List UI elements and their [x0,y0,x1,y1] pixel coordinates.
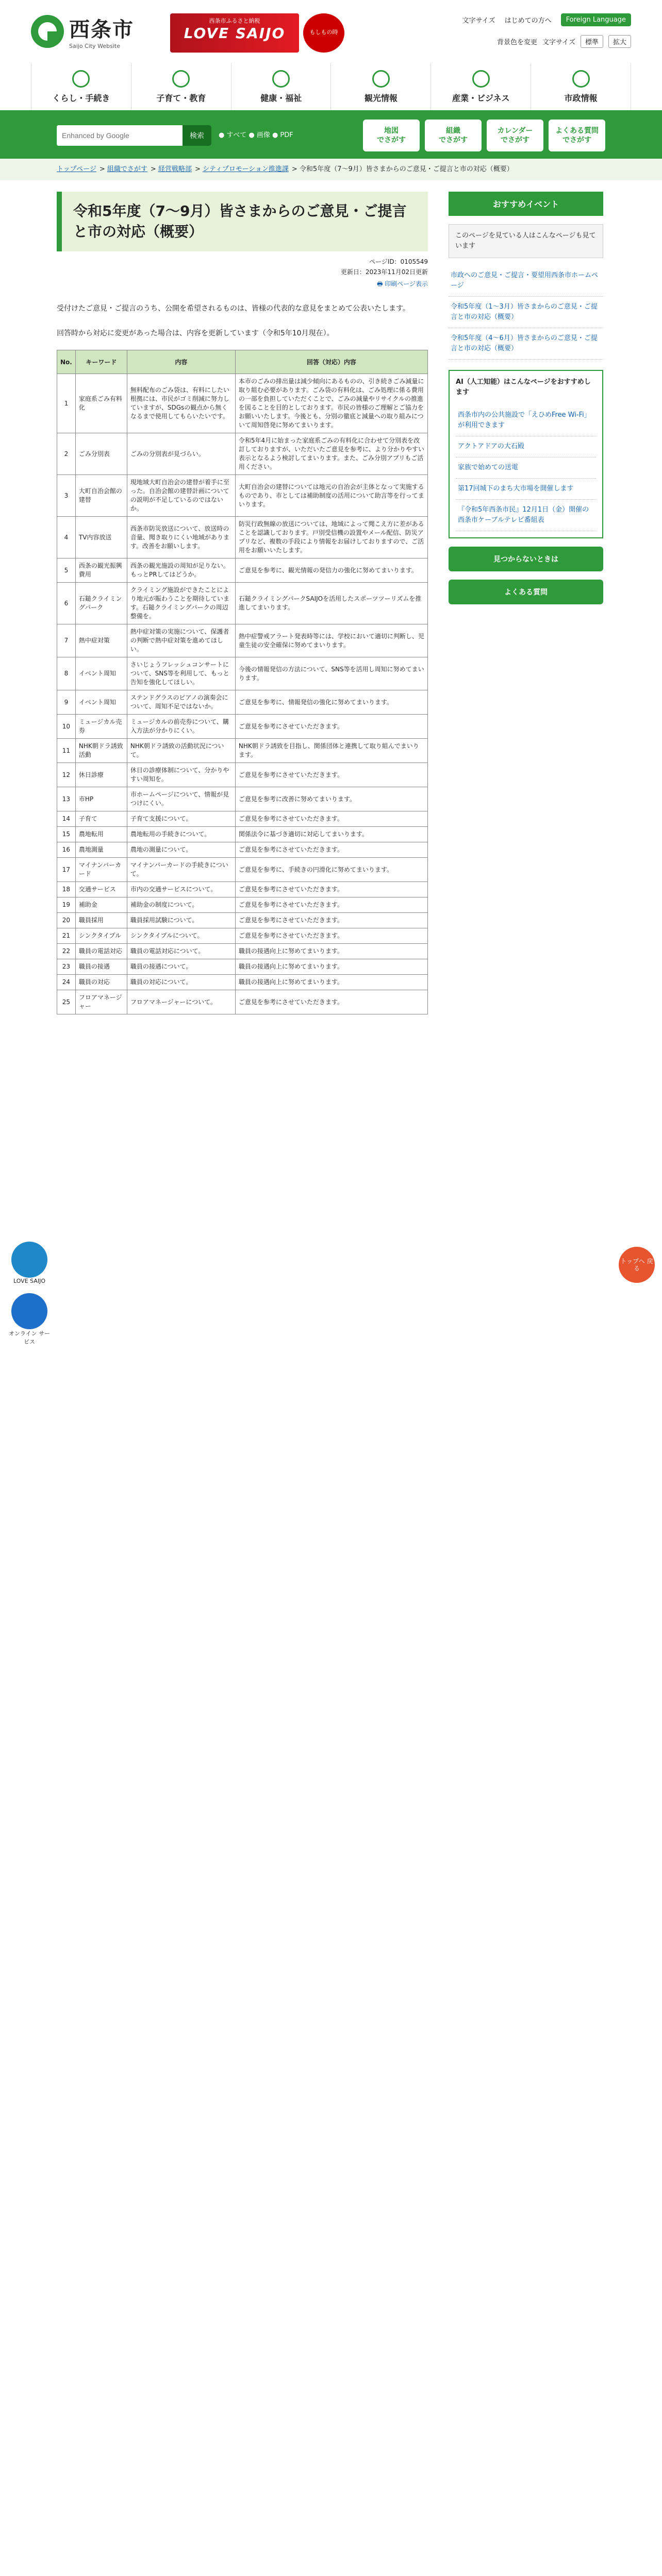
banner-big: LOVE SAIJO [184,25,286,42]
cityhall-icon [572,70,590,88]
table-cell: 西条の観光振興費用 [75,558,127,583]
table-cell: 職員の接遇について。 [127,959,235,975]
table-cell: 職員の接遇向上に努めてまいります。 [235,944,427,959]
table-cell: 市内の交通サービスについて。 [127,882,235,897]
table-row [57,787,428,811]
love-label: LOVE SAIJO [13,1278,46,1284]
table-row [57,827,428,842]
table-cell: 5 [57,558,76,583]
table-cell: 家庭系ごみ有料化 [75,374,127,433]
table-cell: シンクタイプル [75,928,127,944]
online-label: オンライン サービス [8,1330,51,1345]
table-cell: 13 [57,787,76,811]
table-cell: ごみの分別表が見づらい。 [127,433,235,475]
table-cell: 25 [57,990,76,1014]
print-icon: 🖶 [377,280,385,287]
nav-living[interactable] [31,63,131,110]
table-cell: 職員の電話対応について。 [127,944,235,959]
table-cell: 子育て [75,811,127,827]
table-cell: 職員の対応 [75,975,127,990]
search-by-calendar[interactable]: カレンダー でさがす [487,120,543,151]
love-saijo-icon [11,1242,47,1278]
table-row [57,913,428,928]
size-standard-button[interactable]: 標準 [581,35,603,48]
table-cell: 農地転用 [75,827,127,842]
table-cell: ご意見を参考にさせていただきます。 [235,811,427,827]
table-row [57,897,428,913]
ai-heading: AI（人工知能）はこんなページをおすすめします [456,378,591,396]
foreign-language-button[interactable]: Foreign Language [561,13,631,26]
col-keyword: キーワード [75,350,127,374]
table-cell: 8 [57,657,76,690]
breadcrumb-item[interactable]: 組織でさがす [107,165,147,173]
table-cell: フロアマネージャー [75,990,127,1014]
nav-health[interactable] [231,63,331,110]
table-cell: ご意見を参考に、観光情報の発信力の強化に努めてまいります。 [235,558,427,583]
related-link[interactable]: 令和5年度（4～6月）皆さまからのご意見・ご提言と市の対応（概要） [449,328,603,360]
city-name: 西条市 [69,18,134,42]
breadcrumb-current: 令和5年度（7～9月）皆さまからのご意見・ご提言と市の対応（概要） [299,165,514,173]
table-cell: 9 [57,690,76,715]
table-row [57,842,428,858]
table-cell: 22 [57,944,76,959]
table-cell: 1 [57,374,76,433]
updated-date: 更新日：2023年11月02日更新 [340,268,428,276]
table-cell: 12 [57,763,76,787]
table-cell: 交通サービス [75,882,127,897]
table-cell: さいじょうフレッシュコンサートについて、SNS等を利用して、もっと告知を強化してほしい。 [127,657,235,690]
table-cell: 防災行政無線の放送については、地域によって聞こえ方に差があることを認識しております。戸別受信機の設置やメール配信、防災アプリなど、複数の手段により情報をお届けしておりますので、ご活用をお願いいたします。 [235,517,427,558]
table-row [57,517,428,558]
opinions-table [57,350,428,1014]
nav-business[interactable] [431,63,531,110]
city-emblem-icon [31,15,64,48]
heart-icon [272,70,290,88]
home-icon [72,70,90,88]
table-cell: 20 [57,913,76,928]
table-cell: 補助金の制度について。 [127,897,235,913]
first-time-link[interactable]: はじめての方へ [504,17,552,25]
table-cell: 職員の接遇 [75,959,127,975]
table-cell: 大町自治会館の建替 [75,475,127,517]
table-cell: 16 [57,842,76,858]
table-cell: 14 [57,811,76,827]
table-cell: 職員の接遇向上に努めてまいります。 [235,975,427,990]
table-cell: ご意見を参考にさせていただきます。 [235,882,427,897]
related-links [449,265,603,360]
table-row [57,858,428,882]
table-row [57,558,428,583]
table-cell: 2 [57,433,76,475]
breadcrumb-item[interactable]: 経営戦略部 [158,165,192,173]
table-cell: 職員の接遇向上に努めてまいります。 [235,959,427,975]
nav-label: 子育て・教育 [156,93,206,103]
table-row [57,959,428,975]
nav-tourism[interactable] [330,63,431,110]
page-title: 令和5年度（7～9月）皆さまからのご意見・ご提言と市の対応（概要） [57,192,428,251]
table-cell: 10 [57,715,76,739]
table-cell: 15 [57,827,76,842]
search-by-org[interactable]: 組織 でさがす [425,120,482,151]
online-service-icon [11,1293,47,1329]
table-cell: 農地の測量について。 [127,842,235,858]
table-cell: 17 [57,858,76,882]
table-row [57,690,428,715]
table-cell: 職員の電話対応 [75,944,127,959]
table-cell: イベント周知 [75,690,127,715]
page-id: ページID：0105549 [369,258,428,265]
table-cell: 3 [57,475,76,517]
nav-government[interactable] [531,63,631,110]
main-content [57,192,428,1014]
size-large-button[interactable]: 拡大 [608,35,631,48]
banner-small: 西条市ふるさと納税 [209,18,260,24]
table-row [57,944,428,959]
table-cell: ご意見を参考に、手続きの円滑化に努めてまいります。 [235,858,427,882]
table-cell: 令和5年4月に始まった家庭系ごみの有料化に合わせて分別表を改訂しておりますが、いただいたご意見を参考に、より分かりやすい表示となるよう検討してまいります。また、ごみ分別アプリもご活用ください。 [235,433,427,475]
sidebar [449,192,603,1014]
table-cell: マイナンバーカードの手続きについて。 [127,858,235,882]
intro-text-2: 回答時から対応に変更があった場合は、内容を更新しています（令和5年10月現在）。 [57,329,334,337]
ai-recommend [449,370,603,538]
print-link[interactable] [57,279,428,290]
sidebar-heading: おすすめイベント [449,192,603,216]
table-row [57,583,428,624]
table-cell: 大町自治会の建替については地元の自治会が主体となって実施するものであり、市としては補助制度の活用について助言等を行ってまいります。 [235,475,427,517]
table-row [57,763,428,787]
table-cell: ご意見を参考にさせていただきます。 [235,763,427,787]
table-cell: TV内容放送 [75,517,127,558]
table-row [57,882,428,897]
ai-link[interactable]: 家族で始めての送電 [456,457,596,479]
nav-label: くらし・手続き [52,93,110,103]
print-label: 印刷ページ表示 [385,280,428,287]
table-cell: ご意見を参考にさせていただきます。 [235,928,427,944]
table-cell: ご意見を参考にさせていただきます。 [235,715,427,739]
ai-link[interactable]: 西条市内の公共施設で「えひめFree Wi-Fi」が利用できます [456,405,596,436]
table-cell: 4 [57,517,76,558]
search-button[interactable]: 検索 [183,125,211,146]
building-icon [472,70,490,88]
col-no: No. [57,350,76,374]
table-cell: 23 [57,959,76,975]
intro-text: 受付けたご意見・ご提言のうち、公開を希望されるものは、皆様の代表的な意見をまとめて公表いたします。 [57,304,410,313]
ai-link[interactable]: アクトアドアの大石殿 [456,436,596,457]
table-cell: 無料配布のごみ袋は、有料にしたい根拠には、市民がゴミ削減に努力していますが、SDGsの観点から無くなるまで使用してもらいたいです。 [127,374,235,433]
table-row [57,433,428,475]
table-cell: 石鎚クライミングパーク [75,583,127,624]
table-row [57,990,428,1014]
breadcrumb-item[interactable]: トップページ [57,165,96,173]
col-content: 内容 [127,350,235,374]
ai-link[interactable]: 『令和5年西条市民』12月1日（金）開催の西条市ケーブルテレビ番組表 [456,500,596,531]
table-cell: 職員採用試験について。 [127,913,235,928]
table-cell: 熱中症対策の実施について、保護者の判断で熱中症対策を進めてほしい。 [127,624,235,657]
table-cell: 西条市防災放送について、放送時の音量、聞き取りにくい地域があります。改善をお願いします。 [127,517,235,558]
table-cell: ミュージカルの前売券について、購入方法が分かりにくい。 [127,715,235,739]
table-row [57,975,428,990]
table-row [57,657,428,690]
related-note: このページを見ている人はこんなページも見ています [449,224,603,258]
table-row [57,715,428,739]
table-cell: フロアマネージャーについて。 [127,990,235,1014]
size-label: 文字サイズ [542,39,575,46]
breadcrumb: トップページ > 組織でさがす > 経営戦略部 > シティプロモーション推進課 > 令和5年度（7～9月）皆さまからのご意見・ご提言と市の対応（概要） [0,159,662,180]
table-row [57,475,428,517]
table-row [57,811,428,827]
table-cell: クライミング施設ができたことにより地元が賑わうことを期待しています。石鎚クライミングパークの周辺整備を。 [127,583,235,624]
table-cell: 市ホームページについて、情報が見つけにくい。 [127,787,235,811]
table-cell: 今後の情報発信の方法について、SNS等を活用し周知に努めてまいります。 [235,657,427,690]
nav-children[interactable] [131,63,231,110]
table-cell: NHK朝ドラ誘致の活動状況について。 [127,739,235,763]
search-by-map[interactable]: 地図 でさがす [363,120,420,151]
camera-icon [372,70,390,88]
table-cell: ご意見を参考にさせていただきます。 [235,990,427,1014]
table-cell: ご意見を参考に改善に努めてまいります。 [235,787,427,811]
table-cell: マイナンバーカード [75,858,127,882]
bgcolor-label: 背景色を変更 [496,39,537,46]
table-cell: 市HP [75,787,127,811]
table-cell: 11 [57,739,76,763]
table-cell: NHK朝ドラ誘致を目指し、関係団体と連携して取り組んでまいります。 [235,739,427,763]
table-cell: ごみ分別表 [75,433,127,475]
table-cell: 休日の診療体制について、分かりやすい周知を。 [127,763,235,787]
table-cell: 21 [57,928,76,944]
table-cell: 西条の観光施設の周知が足りない。もっとPRしてはどうか。 [127,558,235,583]
breadcrumb-item[interactable]: シティプロモーション推進課 [202,165,289,173]
table-cell: 子育て支援について。 [127,811,235,827]
table-cell: ステンドグラスのピアノの演奏会について、周知不足ではないか。 [127,690,235,715]
table-cell: 石鎚クライミングパークSAIJOを活用したスポーツツーリズムを推進してまいります。 [235,583,427,624]
table-cell: ご意見を参考にさせていただきます。 [235,842,427,858]
search-by-faq[interactable]: よくある質問 でさがす [549,120,605,151]
table-cell: 農地転用の手続きについて。 [127,827,235,842]
table-cell: 19 [57,897,76,913]
table-cell: 補助金 [75,897,127,913]
table-cell: イベント周知 [75,657,127,690]
table-cell: NHK朝ドラ誘致活動 [75,739,127,763]
site-logo[interactable] [31,13,134,49]
emergency-badge[interactable]: もしもの時 [303,13,344,53]
not-found-button[interactable]: 見つからないときは [449,547,603,571]
search-bar [0,112,662,159]
table-cell: 7 [57,624,76,657]
table-cell: 6 [57,583,76,624]
furusato-banner[interactable] [170,13,299,53]
site-header [0,0,662,63]
table-cell: 現地域大町自治会の建替が着手に至った。自治会館の建替計画についての説明が不足しているのではないか。 [127,475,235,517]
table-cell: ご意見を参考にさせていただきます。 [235,897,427,913]
table-cell: ご意見を参考にさせていただきます。 [235,913,427,928]
table-row [57,928,428,944]
related-link[interactable]: 令和5年度（1～3月）皆さまからのご意見・ご提言と市の対応（概要） [449,297,603,328]
table-cell: 熱中症対策 [75,624,127,657]
font-size-link[interactable]: 文字サイズ [462,17,495,25]
table-row [57,624,428,657]
table-cell: 休日診療 [75,763,127,787]
table-row [57,374,428,433]
table-cell: 18 [57,882,76,897]
table-cell: ミュージカル売券 [75,715,127,739]
table-cell: 関係法令に基づき適切に対応してまいります。 [235,827,427,842]
nav-label: 産業・ビジネス [452,93,510,103]
table-cell: ご意見を参考に、情報発信の強化に努めてまいります。 [235,690,427,715]
col-response: 回答（対応）内容 [235,350,427,374]
nav-label: 市政情報 [564,93,598,103]
nav-label: 観光情報 [364,93,398,103]
online-service-float[interactable] [7,1293,52,1346]
back-to-top-button[interactable]: トップへ 戻る [619,1247,655,1283]
nav-label: 健康・福祉 [260,93,302,103]
search-input[interactable] [57,125,183,146]
related-link[interactable]: 市政へのご意見・ご提言・要望用西条市ホームページ [449,265,603,297]
table-cell: 職員の対応について。 [127,975,235,990]
faq-button[interactable]: よくある質問 [449,580,603,604]
ai-link[interactable]: 第17回城下のまち大市場を開催します [456,479,596,500]
table-cell: 24 [57,975,76,990]
city-name-en: Saijo City Website [69,43,120,49]
love-saijo-float[interactable] [7,1242,52,1284]
table-row [57,739,428,763]
table-cell: 熱中症警戒アラート発表時等には、学校において適切に判断し、児童生徒の安全確保に努めてまいります。 [235,624,427,657]
table-cell: シンクタイプルについて。 [127,928,235,944]
global-nav [0,63,662,112]
table-cell: 職員採用 [75,913,127,928]
child-icon [172,70,190,88]
search-scope[interactable]: ● すべて ● 画像 ● PDF [219,131,293,139]
table-cell: 農地測量 [75,842,127,858]
table-cell: 本市のごみの排出量は減少傾向にあるものの、引き続きごみ減量に取り組む必要があります。ごみ袋の有料化は、ごみ処理に係る費用の一部を負担していただくことで、ごみの減量やリサイクルの推進を図ることを目的としております。市民の皆様のご理解とご協力をお願いいたします。今後とも、分別の徹底と減量への取り組みについて周知啓発に努めてまいります。 [235,374,427,433]
